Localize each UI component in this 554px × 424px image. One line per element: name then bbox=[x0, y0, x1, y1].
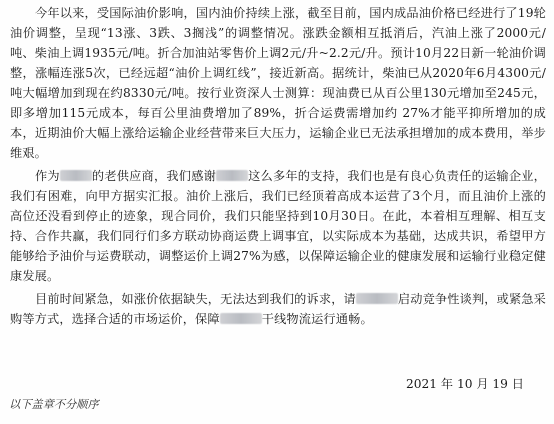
paragraph-2-text-b: 的老供应商，我们感谢 bbox=[91, 169, 217, 183]
paragraph-urgent-request bbox=[10, 289, 546, 329]
paragraph-3-text-b: 启动竞争性谈判，或紧急采购等方式，选择合适的市场运价，保障 bbox=[10, 292, 546, 326]
paragraph-appeal-to-client bbox=[10, 166, 546, 286]
paragraph-3-text-c: 干线物流运行通畅。 bbox=[261, 312, 373, 326]
redacted-client-name bbox=[60, 170, 92, 181]
paragraph-3-text-a: 目前时间紧急，如涨价依据缺失，无法达到我们的诉求，请 bbox=[35, 292, 356, 306]
letter-date: 2021 年 10 月 19 日 bbox=[406, 377, 524, 391]
redacted-client-name-2 bbox=[216, 170, 248, 181]
redacted-client-name-4 bbox=[220, 313, 262, 324]
stamp-order-note: 以下盖章不分顺序 bbox=[9, 398, 99, 411]
paragraph-2-text-c: 这么多年的支持，我们也是有良心负责任的运输企业，我们有困难，向甲方据实汇报。油价上涨后，我们已经顶着高成本运营了3个月，而且油价上涨的高位还没看到停止的迹象，现合同价，我们只能坚持到10月30日。在此，本着相互理解、相互支持、合作共赢，我们同行们多方联动协商运费上调事宜，以实际成本为基础，达成共识，希望甲方能够给予油价与运费联动，调整运价上调27%为感，以保障运输企业的健康发展和运输行业稳定健康发展。 bbox=[10, 169, 546, 283]
redacted-client-name-3 bbox=[356, 293, 398, 304]
paragraph-oil-price-situation: 今年以来，受国际油价影响，国内油价持续上涨，截至目前，国内成品油价格已经进行了19轮油价调整，呈现“13涨、3跌、3搁浅”的调整情况。涨跌金额相互抵消后，汽油上涨了2000元/吨、柴油上调1935元/吨。折合加油站零售价上调2元/升~2.2元/升。预计10月22日新一轮油价调整，涨幅连涨5次，已经远超“油价上调红线”，接近新高。据统计，柴油已从2020年6月4300元/吨大幅增加到现在约8330元/吨。按行业资深人士测算：现油费已从百公里130元增加至245元，即多增加115元成本，每百公里油费增加了89%，折合运费需增加约 27%才能平抑所增加的成本，近期油价大幅上涨给运输企业经营带来巨大压力，运输企业已无法承担增加的成本费用，举步维艰。 bbox=[10, 6, 546, 160]
letter-body bbox=[10, 3, 546, 332]
paragraph-2-text-a: 作为 bbox=[35, 169, 60, 183]
